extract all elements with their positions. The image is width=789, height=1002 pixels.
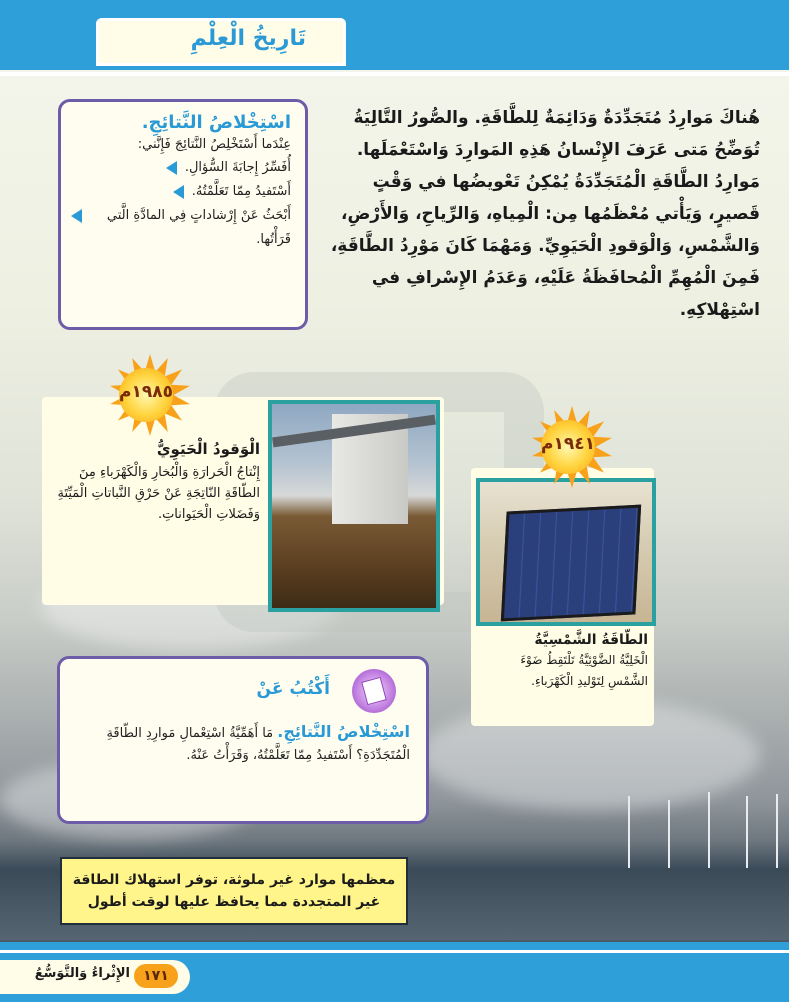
wind-turbine — [708, 792, 710, 868]
triangle-left-icon — [173, 185, 184, 199]
conclusions-box — [58, 99, 308, 330]
solar-panel-shape — [501, 505, 641, 622]
triangle-left-icon — [71, 209, 82, 223]
list-item: أُفَسِّرُ إِجابَةَ السُّؤالِ. — [71, 156, 291, 180]
footer-section-label: الإِثْراءُ وَالتَّوَسُّعُ — [34, 966, 130, 981]
section-title-tab — [96, 18, 346, 66]
note-line-2: غير المتجددة مما يحافظ عليها لوقت أطول — [87, 894, 381, 910]
intro-text — [322, 102, 760, 326]
conclusions-lead: عِنْدَما أَسْتَخْلِصُ النَّتائِجَ فَإِنَّني: — [137, 137, 291, 152]
wind-turbine — [776, 794, 778, 868]
note-box — [60, 857, 408, 925]
note-line-1: معظمها موارد غير ملوثة، توفر استهلاك الطاقة — [72, 872, 396, 888]
list-item: أَسْتَفيدُ مِمّا تَعَلَّمْتُهُ. — [71, 180, 291, 204]
list-item: أَبْحَثُ عَنْ إِرْشاداتٍ فِي المادَّةِ الَّتي قَرَأْتُها. — [71, 204, 291, 252]
sun-badge-1985 — [103, 352, 189, 438]
triangle-left-icon — [166, 161, 177, 175]
write-heading: أَكْتُبُ عَنْ — [256, 679, 330, 699]
solar-text — [480, 632, 648, 692]
pencil-notepad-icon — [352, 669, 396, 713]
wind-turbine — [668, 800, 670, 868]
write-label: اسْتِخْلاصُ النَّتائِجِ. — [277, 722, 410, 741]
conclusions-list — [61, 156, 305, 252]
footer-divider — [0, 950, 789, 953]
conclusions-title: اسْتِخْلاصُ النَّتائِجِ. — [141, 112, 291, 133]
section-title: تَارِيخُ الْعِلْمِ — [190, 26, 306, 51]
biofuel-text — [50, 440, 260, 525]
sun-badge-1941 — [525, 404, 611, 490]
header-divider — [0, 72, 789, 76]
write-about-box — [57, 656, 429, 824]
year-label: ١٩٨٥م — [119, 382, 173, 402]
year-label: ١٩٤١م — [541, 434, 595, 454]
biofuel-photo — [268, 400, 440, 612]
intro-paragraph-1: هُناكَ مَوارِدُ مُتَجَدِّدَةٌ وَدَائِمَةٌ لِلطَّاقَةِ. والصُّورُ التَّالِيَةُ تُوَضِّحُ مَتى عَرَفَ الإِنْسانُ هَذِهِ المَوارِدَ وَاسْتَعْمَلَها. — [353, 108, 760, 160]
page-number: ١٧١ — [134, 964, 178, 988]
solar-title: الطّاقَةُ الشَّمْسِيَّةُ — [534, 632, 648, 648]
write-prompt — [76, 721, 410, 767]
biofuel-body: إِنْتاجُ الْحَرارَةِ وَالْبُخارِ وَالْكَهْرَباءِ مِنَ الطّاقَةِ النّاتِجَةِ عَنْ حَرْقِ النَّباتاتِ الْمَيِّتَةِ وَفَضَلاتِ الْحَيَواناتِ. — [57, 465, 260, 522]
wind-turbine — [746, 796, 748, 868]
write-question: مَا أَهَمِّيَّةُ اسْتِعْمالِ مَوارِدِ الطّاقَةِ الْمُتَجَدِّدَةِ؟ أَسْتَفيدُ مِمّا تَعَلَّمْتُهُ، وَقَرَأْتُ عَنْهُ. — [106, 726, 410, 763]
solar-body: الْخَلِيَّةُ الضَّوْئِيَّةُ تَلْتَقِطُ ضَوْءَ الشَّمْسِ لِتَوْليدِ الْكَهْرَباءِ. — [520, 653, 648, 688]
biofuel-title: الْوَقودُ الْحَيَوِيُّ — [156, 440, 260, 458]
wind-turbine — [628, 796, 630, 868]
intro-paragraph-2: مَوارِدُ الطَّاقَةِ الْمُتَجَدِّدَةُ يُمْكِنُ تَعْويضُها في وَقْتٍ قَصيرٍ، وَيَأْتي مُعْظَمُها مِن: الْمِياهِ، وَالرِّياحِ، وَالأَرْضِ، وَالشَّمْسِ، وَالْوَقودِ الْحَيَوِيِّ. وَمَهْمَا كَانَ مَوْرِدُ الطَّاقَةِ، فَمِنَ الْمُهِمِّ الْمُحافَظَةُ عَلَيْهِ، وَعَدَمُ الإِسْرافِ في اسْتِهْلاكِهِ. — [330, 172, 760, 320]
solar-panel-photo — [476, 478, 656, 626]
